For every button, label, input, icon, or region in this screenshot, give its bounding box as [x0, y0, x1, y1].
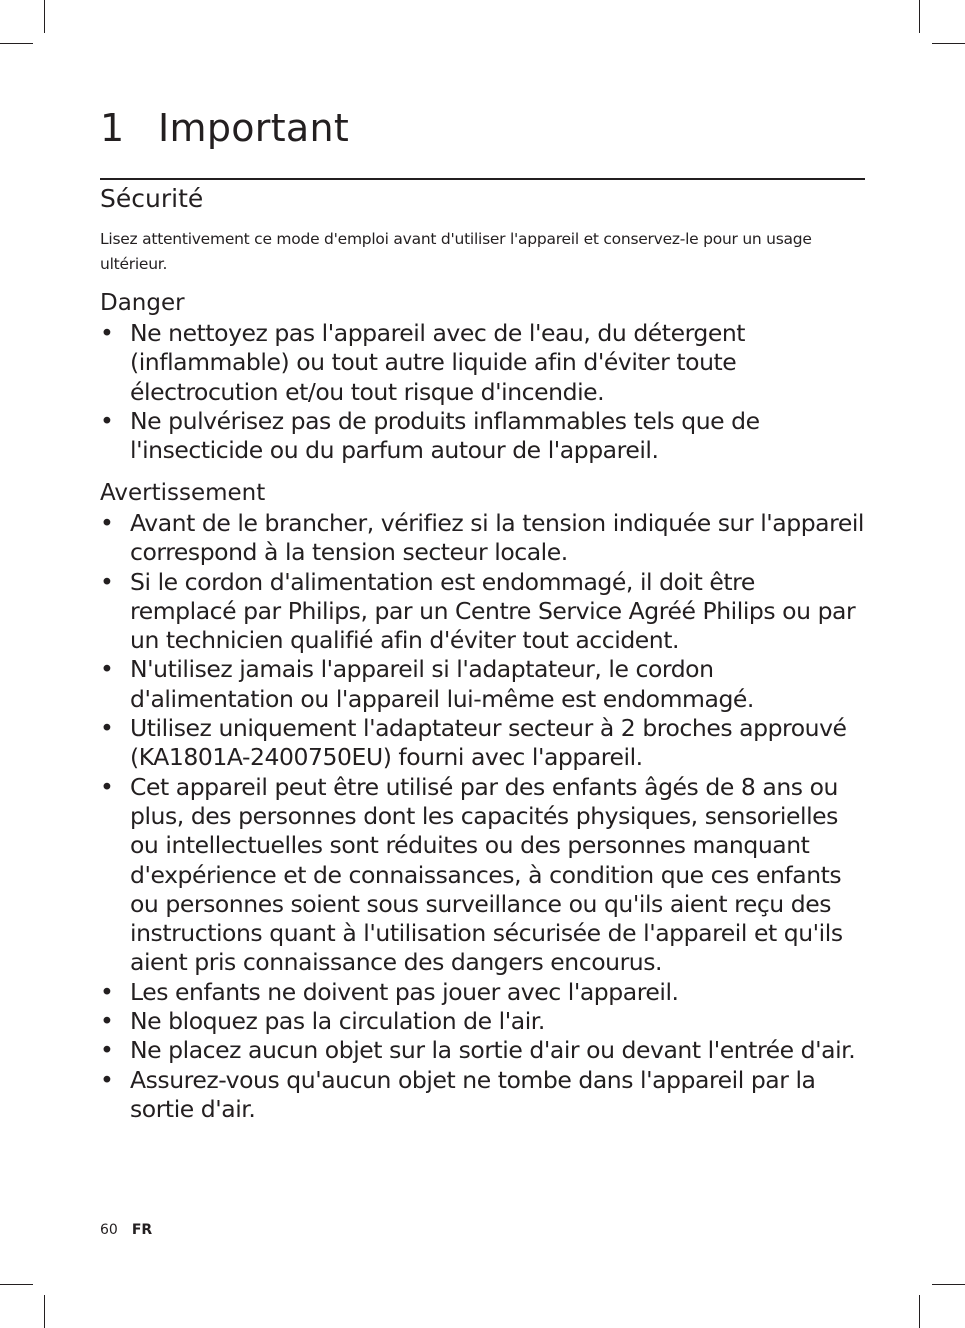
list-item-text: Avant de le brancher, vérifiez si la tension indiquée sur l'appareil correspond à la tension secteur locale.: [130, 509, 864, 567]
list-item: [100, 714, 865, 773]
chapter-title: Important: [158, 106, 350, 150]
intro-paragraph: Lisez attentivement ce mode d'emploi avant d'utiliser l'appareil et conservez-le pour un usage ultérieur.: [100, 230, 812, 273]
list-item-text: N'utilisez jamais l'appareil si l'adaptateur, le cordon d'alimentation ou l'appareil lui-même est endommagé.: [130, 655, 754, 713]
section-title: Sécurité: [100, 184, 204, 213]
section-divider: [100, 178, 865, 180]
crop-mark: [44, 0, 45, 33]
bullet: •: [100, 977, 114, 1006]
list-item-text: Ne bloquez pas la circulation de l'air.: [130, 1007, 545, 1036]
list-item: [100, 773, 865, 978]
list-item: [100, 509, 865, 568]
bullet: •: [100, 406, 114, 435]
bullet: •: [100, 509, 114, 537]
bullet: •: [100, 655, 114, 684]
list-item: [100, 1007, 865, 1036]
crop-mark: [932, 1284, 965, 1285]
crop-mark: [919, 1295, 920, 1328]
danger-list: [100, 319, 865, 465]
chapter-heading: [100, 104, 349, 152]
list-item-text: Ne nettoyez pas l'appareil avec de l'eau, du détergent (inflammable) ou tout autre liquide afin d'éviter toute électrocution et/ou tout risque d'incendie.: [130, 319, 746, 406]
bullet: •: [100, 1007, 114, 1036]
list-item: [100, 568, 865, 656]
list-item-text: Assurez-vous qu'aucun objet ne tombe dans l'appareil par la sortie d'air.: [130, 1065, 816, 1123]
crop-mark: [932, 43, 965, 44]
bullet: •: [100, 1065, 114, 1094]
language-code: FR: [131, 1222, 153, 1238]
list-item: [100, 1066, 865, 1125]
list-item: [100, 407, 865, 466]
bullet: •: [100, 319, 114, 347]
list-item: [100, 655, 865, 714]
list-item-text: Utilisez uniquement l'adaptateur secteur à 2 broches approuvé (KA1801A-2400750EU) fourni avec l'appareil.: [130, 714, 847, 772]
bullet: •: [100, 567, 114, 596]
bullet: •: [100, 772, 114, 801]
chapter-number: 1: [100, 106, 125, 150]
list-item: [100, 978, 865, 1007]
crop-mark: [0, 43, 33, 44]
danger-heading: Danger: [100, 290, 185, 316]
list-item: [100, 319, 865, 407]
page-number: 60: [100, 1222, 118, 1238]
warning-heading: Avertissement: [100, 480, 266, 506]
list-item-text: Ne placez aucun objet sur la sortie d'air ou devant l'entrée d'air.: [130, 1036, 856, 1065]
list-item: [100, 1036, 865, 1065]
list-item-text: Si le cordon d'alimentation est endommagé, il doit être remplacé par Philips, par un Centre Service Agréé Philips ou par un technicien qualifié afin d'éviter tout accident.: [130, 567, 856, 655]
crop-mark: [919, 0, 920, 33]
warning-list: [100, 509, 865, 1124]
list-item-text: Cet appareil peut être utilisé par des enfants âgés de 8 ans ou plus, des personnes dont les capacités physiques, sensorielles ou intellectuelles sont réduites ou des personnes manquant d'expérience et de connaissances, à condition que ces enfants ou personnes soient sous surveillance ou qu'ils aient reçu des instructions quant à l'utilisation sécurisée de l'appareil et qu'ils aient pris connaissance des dangers encourus.: [130, 772, 843, 977]
bullet: •: [100, 1036, 114, 1065]
bullet: •: [100, 714, 114, 743]
page-footer: [100, 1219, 152, 1241]
list-item-text: Ne pulvérisez pas de produits inflammables tels que de l'insecticide ou du parfum autour de l'appareil.: [130, 406, 760, 465]
crop-mark: [0, 1284, 33, 1285]
list-item-text: Les enfants ne doivent pas jouer avec l'appareil.: [130, 977, 679, 1006]
crop-mark: [44, 1295, 45, 1328]
